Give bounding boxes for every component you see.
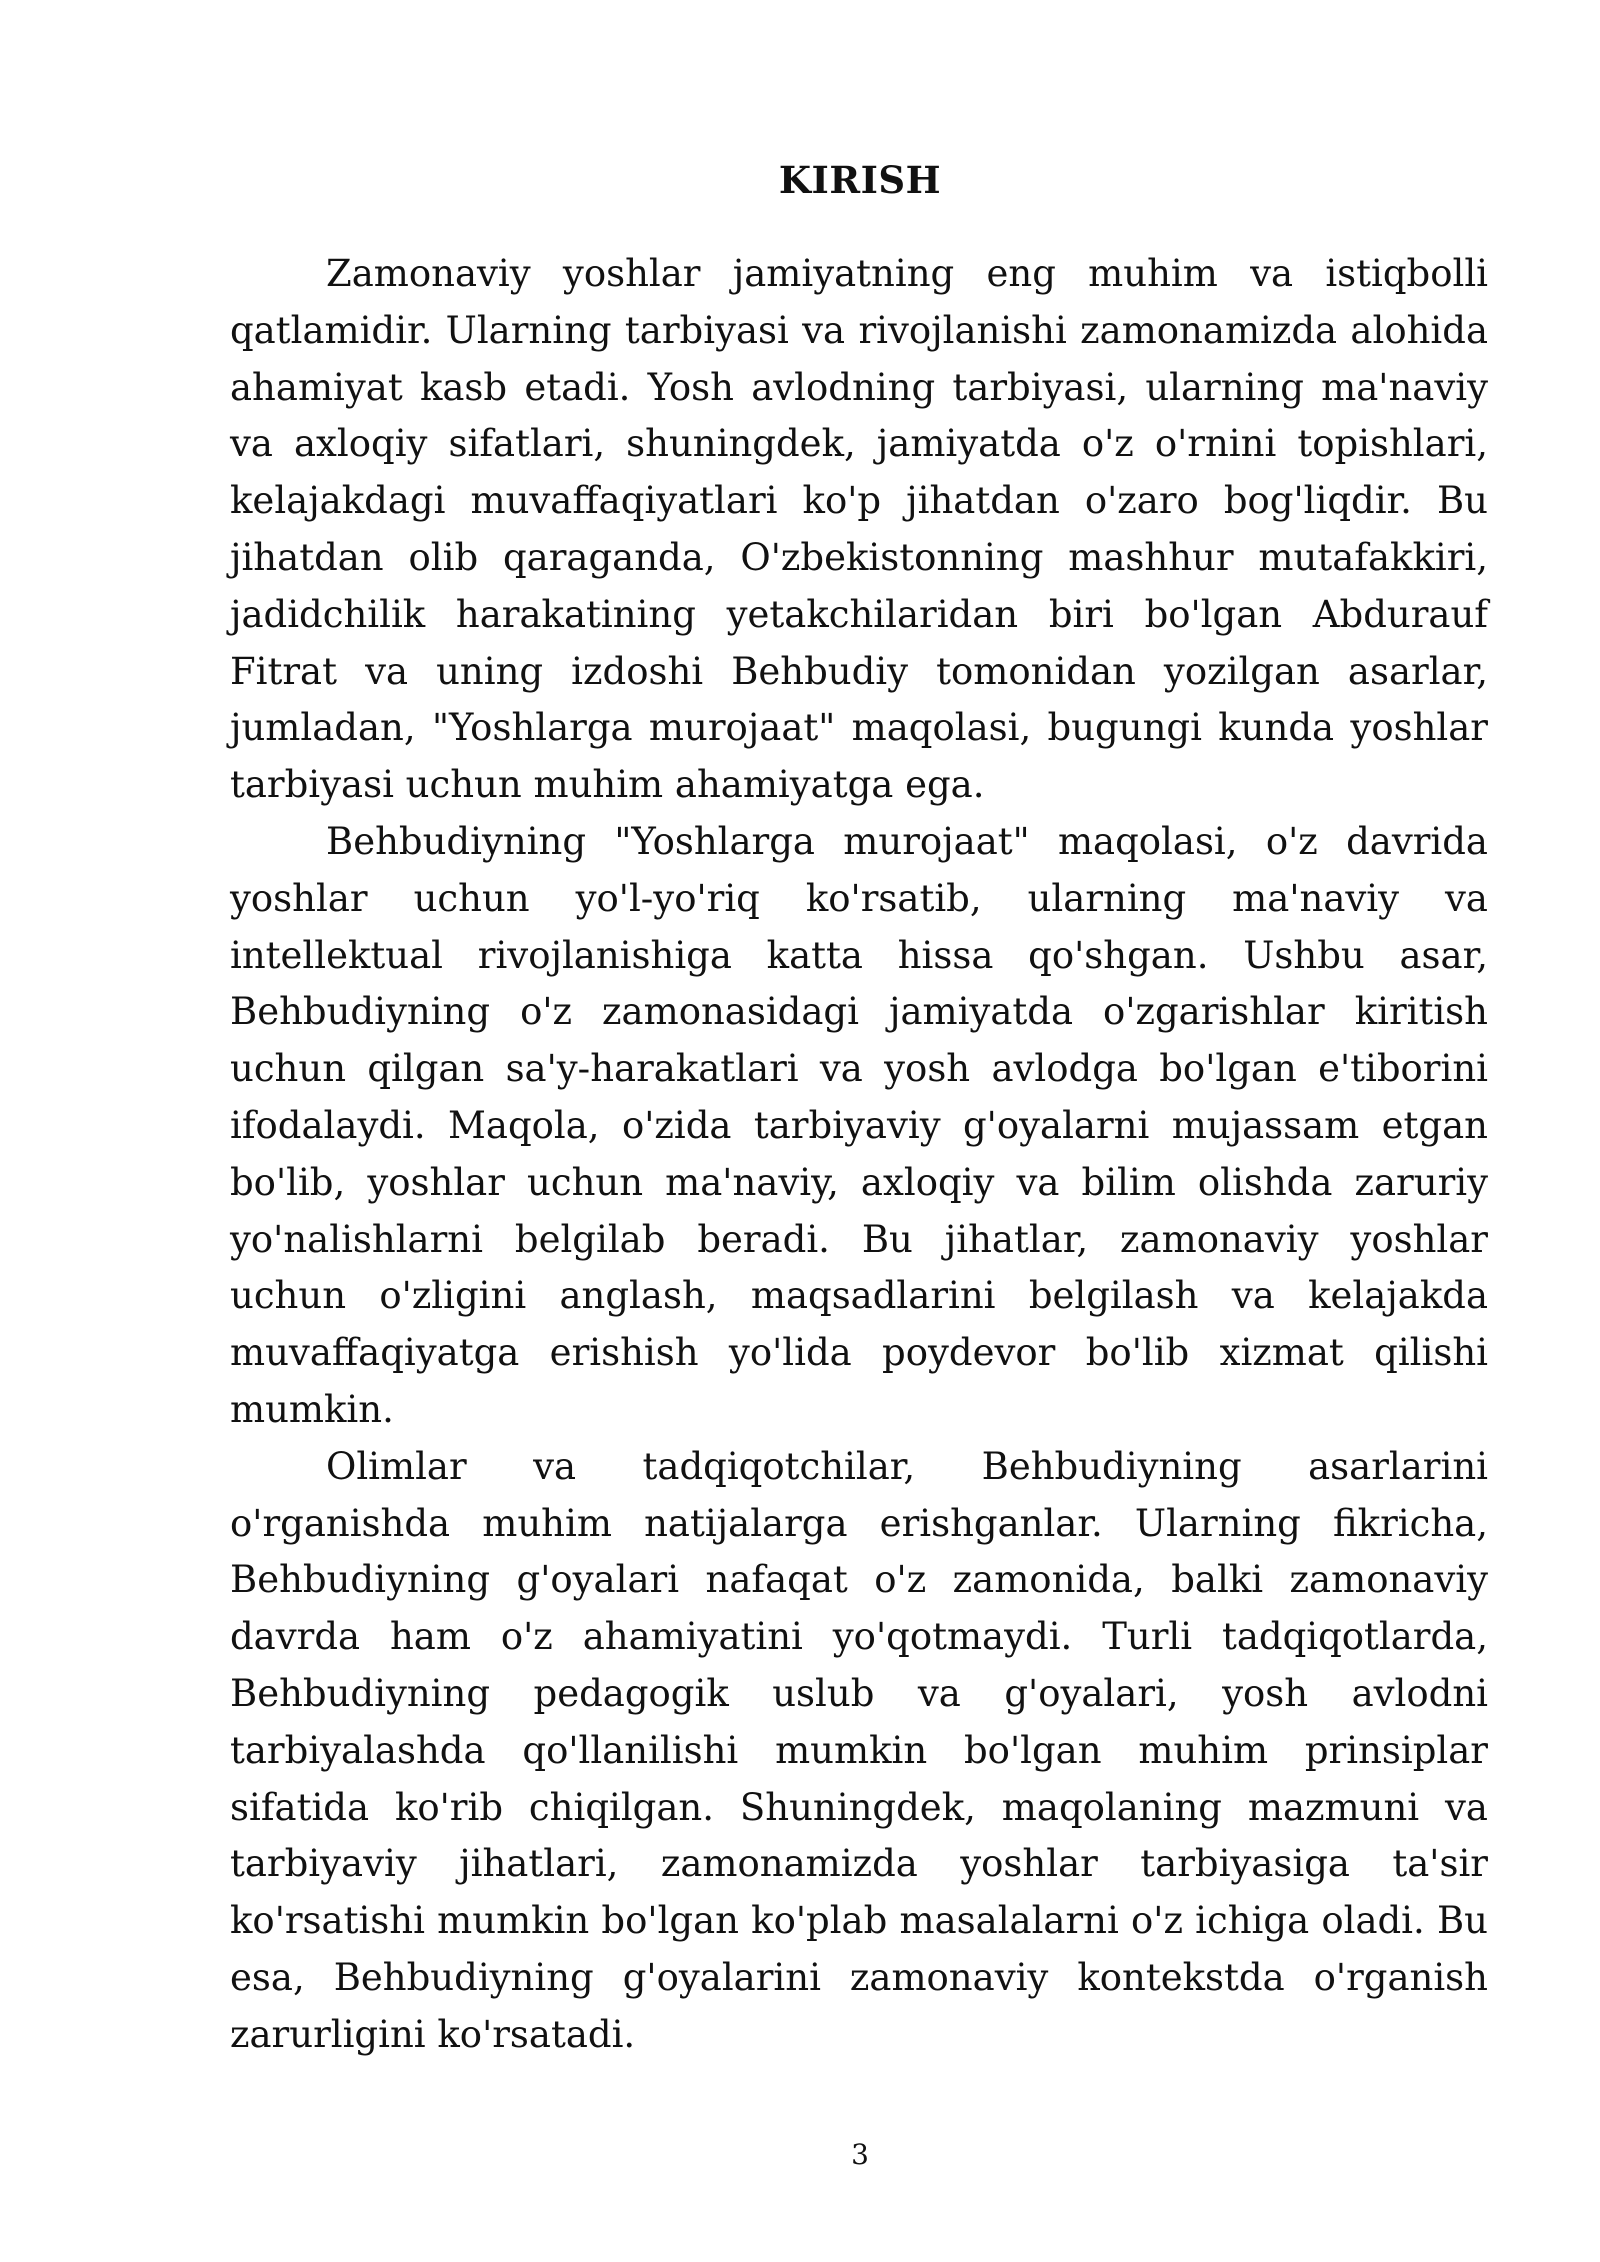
- paragraph-3: Olimlar va tadqiqotchilar, Behbudiyning asarlarini o'rganishda muhim natijalarga erishganlar. Ularning fikricha, Behbudiyning g'oyalari nafaqat o'z zamonida, balki zamonaviy davrda ham o'z ahamiyatini yo'qotmaydi. Turli tadqiqotlarda, Behbudiyning pedagogik uslub va g'oyalari, yosh avlodni tarbiyalashda qo'llanilishi mumkin bo'lgan muhim prinsiplar sifatida ko'rib chiqilgan. Shuningdek, maqolaning mazmuni va tarbiyaviy jihatlari, zamonamizda yoshlar tarbiyasiga ta'sir ko'rsatishi mumkin bo'lgan ko'plab masalalarni o'z ichiga oladi. Bu esa, Behbudiyning g'oyalarini zamonaviy kontekstda o'rganish zarurligini ko'rsatadi.: [230, 1444, 1488, 2056]
- section-heading: KIRISH: [778, 158, 942, 202]
- paragraph-1: Zamonaviy yoshlar jamiyatning eng muhim va istiqbolli qatlamidir. Ularning tarbiyasi va rivojlanishi zamonamizda alohida ahamiyat kasb etadi. Yosh avlodning tarbiyasi, ularning ma'naviy va axloqiy sifatlari, shuningdek, jamiyatda o'z o'rnini topishlari, kelajakdagi muvaffaqiyatlari ko'p jihatdan o'zaro bog'liqdir. Bu jihatdan olib qaraganda, O'zbekistonning mashhur mutafakkiri, jadidchilik harakatining yetakchilaridan biri bo'lgan Abdurauf Fitrat va uning izdoshi Behbudiy tomonidan yozilgan asarlar, jumladan, "Yoshlarga murojaat" maqolasi, bugungi kunda yoshlar tarbiyasi uchun muhim ahamiyatga ega.: [230, 252, 1488, 807]
- paragraph-2: Behbudiyning "Yoshlarga murojaat" maqolasi, o'z davrida yoshlar uchun yo'l-yo'riq ko'rsatib, ularning ma'naviy va intellektual rivojlanishiga katta hissa qo'shgan. Ushbu asar, Behbudiyning o'z zamonasidagi jamiyatda o'zgarishlar kiritish uchun qilgan sa'y-harakatlari va yosh avlodga bo'lgan e'tiborini ifodalaydi. Maqola, o'zida tarbiyaviy g'oyalarni mujassam etgan bo'lib, yoshlar uchun ma'naviy, axloqiy va bilim olishda zaruriy yo'nalishlarni belgilab beradi. Bu jihatlar, zamonaviy yoshlar uchun o'zligini anglash, maqsadlarini belgilash va kelajakda muvaffaqiyatga erishish yo'lida poydevor bo'lib xizmat qilishi mumkin.: [230, 819, 1488, 1431]
- body-text: [230, 246, 1488, 2064]
- page-number: 3: [851, 2138, 869, 2171]
